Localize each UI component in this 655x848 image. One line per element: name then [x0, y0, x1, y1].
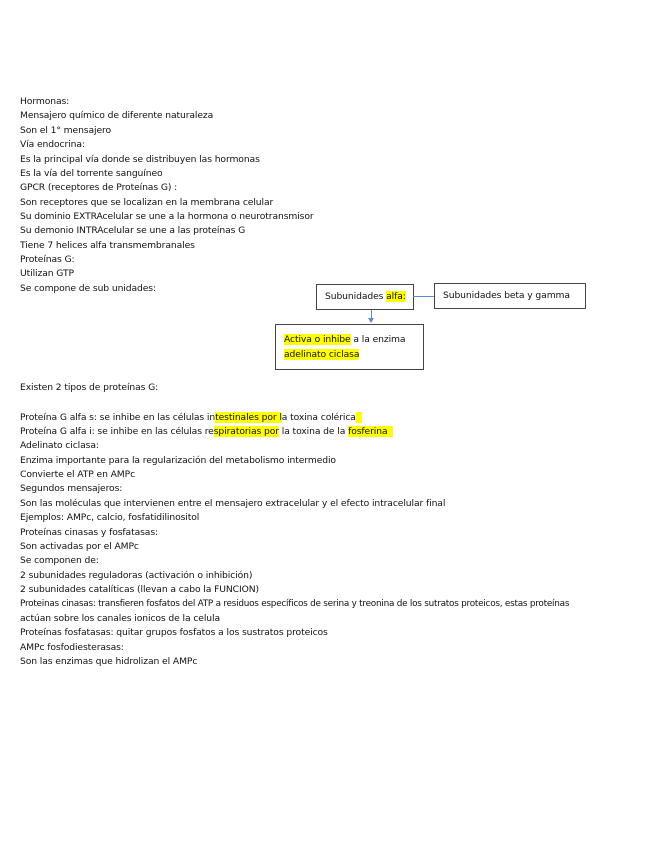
box-connector-horizontal	[413, 296, 434, 297]
text-line: Hormonas:	[20, 96, 70, 107]
adelinato-highlight: adelinato ciclasa	[284, 349, 360, 360]
highlight-segment: testinales por l	[215, 412, 282, 423]
text-line: Son el 1° mensajero	[20, 125, 112, 136]
arrow-down-icon	[368, 318, 374, 323]
adenylate-action-box	[275, 324, 424, 370]
text-line: Son activadas por el AMPc	[20, 541, 139, 552]
text-segment: Proteína G alfa s: se inhibe en las células in	[20, 412, 216, 423]
text-line: Se componen de:	[20, 555, 99, 566]
tipos-heading: Existen 2 tipos de proteínas G:	[20, 382, 159, 393]
text-line: Su demonio INTRAcelular se une a las proteínas G	[20, 225, 246, 236]
text-line: Son receptores que se localizan en la membrana celular	[20, 197, 274, 208]
text-line: Es la principal vía donde se distribuyen las hormonas	[20, 154, 260, 165]
text-line: Utilizan GTP	[20, 268, 74, 279]
text-line: Vía endocrina:	[20, 139, 85, 150]
text-line: actúan sobre los canales ionicos de la celula	[20, 613, 220, 624]
text-segment: Proteína G alfa i: se inhibe en las células re	[20, 426, 214, 437]
text-line: Proteínas cinasas y fosfatasas:	[20, 527, 159, 538]
text-line: Proteínas G:	[20, 254, 75, 265]
text-line: Proteínas fosfatasas: quitar grupos fosfatos a los sustratos proteicos	[20, 627, 328, 638]
highlight-segment	[356, 412, 362, 423]
text-line: Son las enzimas que hidrolizan el AMPc	[20, 656, 198, 667]
enzima-text: a la enzima	[350, 334, 406, 345]
text-line: Proteinas cinasas: transfieren fosfatos del ATP a residuos específicos de serina y treonina de los sutratos proteicos, estas proteínas	[20, 599, 570, 609]
text-line: Segundos mensajeros:	[20, 483, 123, 494]
text-line: Convierte el ATP en AMPc	[20, 469, 136, 480]
text-line: Es la vía del torrente sanguíneo	[20, 168, 163, 179]
subunit-beta-gamma-label: Subunidades beta y gamma	[443, 290, 570, 301]
text-line: GPCR (receptores de Proteínas G) :	[20, 182, 178, 193]
text-line: 2 subunidades reguladoras (activación o inhibición)	[20, 570, 253, 581]
text-line: Adelinato ciclasa:	[20, 440, 99, 451]
highlight-segment: spiratorias por	[213, 426, 279, 437]
text-line: AMPc fosfodiesterasas:	[20, 642, 124, 653]
text-line: 2 subunidades catalíticas (llevan a cabo la FUNCION)	[20, 584, 259, 595]
text-line: Ejemplos: AMPc, calcio, fosfatidilinositol	[20, 512, 200, 523]
text-line: Se compone de sub unidades:	[20, 283, 156, 294]
tipo-alfa-i-line	[20, 426, 393, 437]
tipo-alfa-s-line	[20, 412, 362, 423]
subunit-alfa-label: Subunidades	[325, 291, 387, 302]
text-line: Mensajero químico de diferente naturaleza	[20, 110, 214, 121]
text-segment: la toxina de la	[278, 426, 349, 437]
highlight-segment: fosferina	[348, 426, 394, 437]
text-line: Enzima importante para la regularización del metabolismo intermedio	[20, 455, 336, 466]
text-line: Son las moléculas que intervienen entre el mensajero extracelular y el efecto intracelular final	[20, 498, 446, 509]
subunit-beta-gamma-box	[434, 283, 586, 309]
text-segment: a toxina colérica	[281, 412, 356, 423]
subunit-alfa-box	[316, 284, 414, 310]
activa-highlight: Activa o inhibe	[284, 334, 351, 345]
text-line: Su dominio EXTRAcelular se une a la hormona o neurotransmisor	[20, 211, 314, 222]
text-line: Tiene 7 helices alfa transmembranales	[20, 240, 195, 251]
subunit-alfa-highlight: alfa:	[386, 291, 406, 302]
